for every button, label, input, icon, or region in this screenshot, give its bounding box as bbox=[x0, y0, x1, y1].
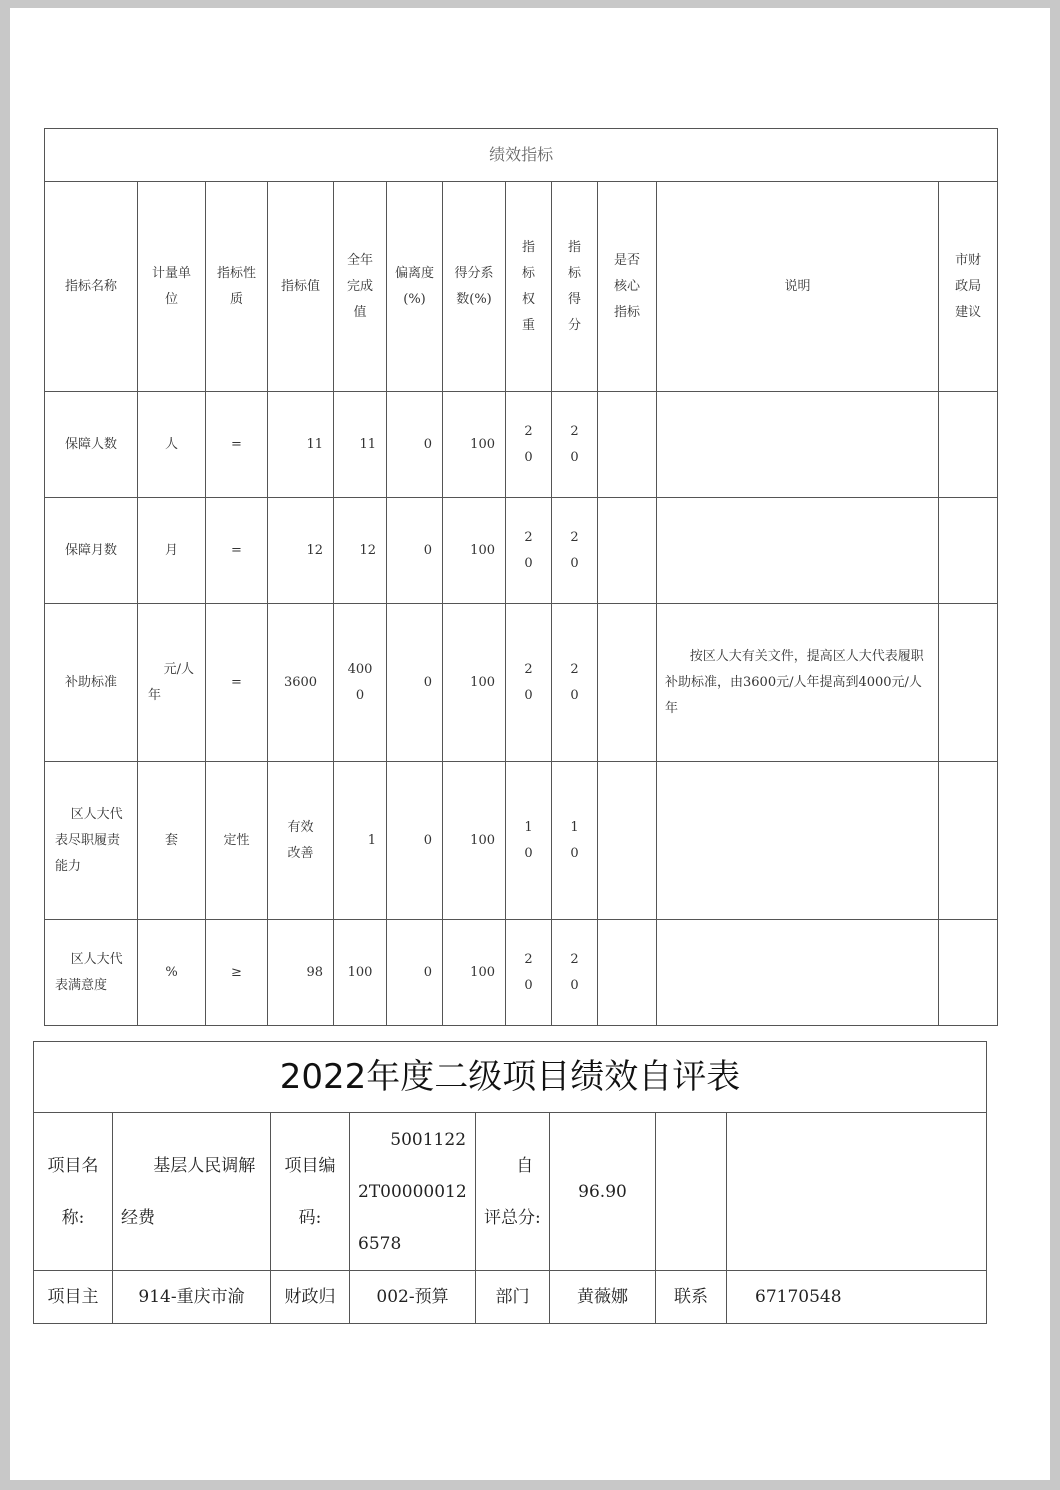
target-value: 98 bbox=[268, 920, 334, 1026]
weight: 10 bbox=[506, 762, 552, 920]
deviation: 0 bbox=[387, 604, 443, 762]
table-row bbox=[45, 762, 998, 920]
finance-advice bbox=[939, 604, 998, 762]
actual-value: 1 bbox=[334, 762, 387, 920]
project-code: 50011222T000000126578 bbox=[350, 1113, 476, 1271]
total-score-label: 自评总分: bbox=[476, 1113, 550, 1271]
score: 20 bbox=[552, 920, 598, 1026]
contact-person: 黄薇娜 bbox=[550, 1271, 656, 1324]
core-indicator bbox=[598, 762, 657, 920]
score-coef: 100 bbox=[443, 498, 506, 604]
table-row bbox=[45, 392, 998, 498]
header-actual-value: 全年完成值 bbox=[334, 182, 387, 392]
nature: = bbox=[206, 604, 268, 762]
target-value: 3600 bbox=[268, 604, 334, 762]
table-row bbox=[45, 604, 998, 762]
deviation: 0 bbox=[387, 762, 443, 920]
weight: 20 bbox=[506, 604, 552, 762]
finance-advice bbox=[939, 920, 998, 1026]
actual-value: 11 bbox=[334, 392, 387, 498]
target-value: 12 bbox=[268, 498, 334, 604]
score-coef: 100 bbox=[443, 604, 506, 762]
unit: 套 bbox=[138, 762, 206, 920]
nature: ≥ bbox=[206, 920, 268, 1026]
header-score: 指标得分 bbox=[552, 182, 598, 392]
indicator-name: 区人大代表尽职履责能力 bbox=[45, 762, 138, 920]
table-row bbox=[45, 920, 998, 1026]
self-evaluation-form bbox=[33, 1041, 987, 1324]
deviation: 0 bbox=[387, 392, 443, 498]
header-core-indicator: 是否核心指标 bbox=[598, 182, 657, 392]
score: 20 bbox=[552, 392, 598, 498]
unit: 元/人年 bbox=[138, 604, 206, 762]
indicator-name: 补助标准 bbox=[45, 604, 138, 762]
unit: 人 bbox=[138, 392, 206, 498]
supervisor-label: 项目主 bbox=[34, 1271, 113, 1324]
indicator-name: 区人大代表满意度 bbox=[45, 920, 138, 1026]
table-row bbox=[45, 498, 998, 604]
target-value: 有效改善 bbox=[268, 762, 334, 920]
actual-value: 100 bbox=[334, 920, 387, 1026]
header-target-value: 指标值 bbox=[268, 182, 334, 392]
finance-advice bbox=[939, 498, 998, 604]
header-finance-advice: 市财政局建议 bbox=[939, 182, 998, 392]
score: 20 bbox=[552, 604, 598, 762]
unit: % bbox=[138, 920, 206, 1026]
dept-label: 部门 bbox=[476, 1271, 550, 1324]
indicator-table bbox=[44, 128, 998, 1026]
header-weight: 指标权重 bbox=[506, 182, 552, 392]
score: 20 bbox=[552, 498, 598, 604]
finance-advice bbox=[939, 762, 998, 920]
actual-value: 4000 bbox=[334, 604, 387, 762]
total-score: 96.90 bbox=[550, 1113, 656, 1271]
deviation: 0 bbox=[387, 920, 443, 1026]
core-indicator bbox=[598, 498, 657, 604]
note bbox=[657, 920, 939, 1026]
note bbox=[657, 762, 939, 920]
header-note: 说明 bbox=[657, 182, 939, 392]
score-coef: 100 bbox=[443, 920, 506, 1026]
supervisor-value: 914-重庆市渝 bbox=[113, 1271, 271, 1324]
score: 10 bbox=[552, 762, 598, 920]
core-indicator bbox=[598, 392, 657, 498]
score-coef: 100 bbox=[443, 392, 506, 498]
nature: = bbox=[206, 498, 268, 604]
core-indicator bbox=[598, 920, 657, 1026]
score-coef: 100 bbox=[443, 762, 506, 920]
indicator-name: 保障月数 bbox=[45, 498, 138, 604]
core-indicator bbox=[598, 604, 657, 762]
finance-label: 财政归 bbox=[271, 1271, 350, 1324]
finance-value: 002-预算 bbox=[350, 1271, 476, 1324]
project-name-label: 项目名称: bbox=[34, 1113, 113, 1271]
note bbox=[657, 498, 939, 604]
header-score-coef: 得分系数(%) bbox=[443, 182, 506, 392]
phone-number: 67170548 bbox=[727, 1271, 987, 1324]
empty-cell bbox=[656, 1113, 727, 1271]
weight: 20 bbox=[506, 498, 552, 604]
target-value: 11 bbox=[268, 392, 334, 498]
weight: 20 bbox=[506, 920, 552, 1026]
nature: 定性 bbox=[206, 762, 268, 920]
weight: 20 bbox=[506, 392, 552, 498]
contact-label: 联系 bbox=[656, 1271, 727, 1324]
indicator-table-title: 绩效指标 bbox=[45, 129, 998, 182]
project-name: 基层人民调解经费 bbox=[113, 1113, 271, 1271]
header-indicator-name: 指标名称 bbox=[45, 182, 138, 392]
header-unit: 计量单位 bbox=[138, 182, 206, 392]
form-title: 2022年度二级项目绩效自评表 bbox=[34, 1042, 987, 1113]
empty-cell bbox=[727, 1113, 987, 1271]
note: 按区人大有关文件，提高区人大代表履职补助标准，由3600元/人年提高到4000元/人年 bbox=[657, 604, 939, 762]
actual-value: 12 bbox=[334, 498, 387, 604]
deviation: 0 bbox=[387, 498, 443, 604]
note bbox=[657, 392, 939, 498]
finance-advice bbox=[939, 392, 998, 498]
header-deviation: 偏离度(%) bbox=[387, 182, 443, 392]
nature: = bbox=[206, 392, 268, 498]
unit: 月 bbox=[138, 498, 206, 604]
project-code-label: 项目编码: bbox=[271, 1113, 350, 1271]
header-nature: 指标性质 bbox=[206, 182, 268, 392]
indicator-name: 保障人数 bbox=[45, 392, 138, 498]
